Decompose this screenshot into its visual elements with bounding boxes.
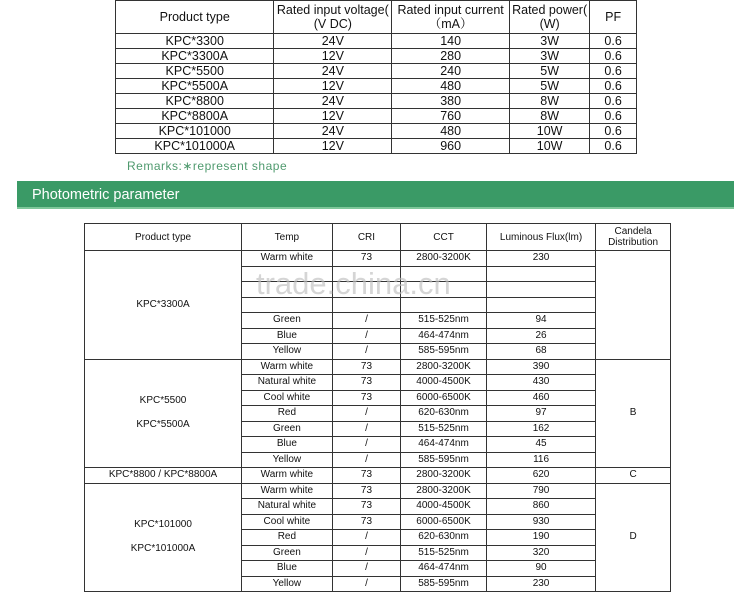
table-cell: 930 <box>486 514 595 530</box>
table-cell: / <box>332 328 400 344</box>
table-cell: 73 <box>332 483 400 499</box>
table-cell: 620-630nm <box>401 406 487 422</box>
table-cell: 12V <box>274 109 392 124</box>
electrical-table <box>115 0 637 154</box>
candela-distribution-cell: B <box>596 359 671 468</box>
table-cell: 230 <box>486 576 595 592</box>
table-cell: Cool white <box>242 514 333 530</box>
table-cell: 515-525nm <box>401 421 487 437</box>
table-cell <box>486 282 595 298</box>
table-cell: / <box>332 545 400 561</box>
table-cell: 73 <box>332 514 400 530</box>
table-cell: 190 <box>486 530 595 546</box>
column-header: Candela Distribution <box>596 224 671 251</box>
table-cell: 12V <box>274 139 392 154</box>
table-cell: 26 <box>486 328 595 344</box>
table-cell: KPC*8800A <box>116 109 274 124</box>
table-cell: 73 <box>332 359 400 375</box>
table-cell: 860 <box>486 499 595 515</box>
table-cell: / <box>332 452 400 468</box>
table-cell: 12V <box>274 79 392 94</box>
table-row <box>116 139 637 154</box>
column-header: CRI <box>332 224 400 251</box>
table-cell: / <box>332 313 400 329</box>
table-cell: KPC*3300A <box>116 49 274 64</box>
table-cell: 585-595nm <box>401 576 487 592</box>
table-row <box>85 468 671 484</box>
table-cell: / <box>332 561 400 577</box>
remarks-note: Remarks:∗represent shape <box>127 159 288 173</box>
column-header: Rated input voltage( (V DC) <box>274 1 392 34</box>
table-cell: 6000-6500K <box>401 390 487 406</box>
table-cell: Natural white <box>242 499 333 515</box>
table-cell: 73 <box>332 390 400 406</box>
table-cell: 3W <box>510 49 590 64</box>
table-cell: Natural white <box>242 375 333 391</box>
table-cell: 0.6 <box>590 94 637 109</box>
table-cell: Blue <box>242 328 333 344</box>
table-cell: 380 <box>392 94 510 109</box>
table-cell: 585-595nm <box>401 344 487 360</box>
table-cell: 2800-3200K <box>401 251 487 267</box>
table-cell: 4000-4500K <box>401 499 487 515</box>
table-row <box>116 94 637 109</box>
table-cell: Warm white <box>242 359 333 375</box>
table-cell: 45 <box>486 437 595 453</box>
table-cell: 760 <box>392 109 510 124</box>
candela-distribution-cell: C <box>596 468 671 484</box>
table-row <box>85 359 671 375</box>
table-cell: Red <box>242 406 333 422</box>
table-cell: 0.6 <box>590 124 637 139</box>
table-cell: 24V <box>274 34 392 49</box>
candela-distribution-cell <box>596 251 671 360</box>
table-cell: Green <box>242 545 333 561</box>
table-cell: Blue <box>242 437 333 453</box>
table-cell: KPC*5500 <box>116 64 274 79</box>
table-cell: 116 <box>486 452 595 468</box>
column-header: CCT <box>401 224 487 251</box>
candela-distribution-cell: D <box>596 483 671 592</box>
table-cell: 240 <box>392 64 510 79</box>
table-cell: 960 <box>392 139 510 154</box>
table-cell <box>401 297 487 313</box>
section-title: Photometric parameter <box>32 187 180 203</box>
table-cell: / <box>332 421 400 437</box>
table-cell: 24V <box>274 124 392 139</box>
table-row <box>116 34 637 49</box>
table-cell: 515-525nm <box>401 313 487 329</box>
table-cell: 3W <box>510 34 590 49</box>
table-cell: 430 <box>486 375 595 391</box>
table-cell <box>242 266 333 282</box>
table-cell: / <box>332 530 400 546</box>
table-row <box>116 79 637 94</box>
table-cell <box>332 297 400 313</box>
table-cell: 162 <box>486 421 595 437</box>
table-cell: 5W <box>510 79 590 94</box>
table-cell: 68 <box>486 344 595 360</box>
table-cell: 0.6 <box>590 64 637 79</box>
table-cell: 12V <box>274 49 392 64</box>
table-cell: Yellow <box>242 576 333 592</box>
product-type-cell: KPC*101000 KPC*101000A <box>85 483 242 592</box>
table-cell: 280 <box>392 49 510 64</box>
table-cell: 10W <box>510 124 590 139</box>
table-cell: KPC*3300 <box>116 34 274 49</box>
table-cell: 5W <box>510 64 590 79</box>
table-cell: 790 <box>486 483 595 499</box>
table-row <box>85 251 671 267</box>
table-row <box>116 64 637 79</box>
table-cell: 2800-3200K <box>401 468 487 484</box>
table-cell <box>401 266 487 282</box>
column-header: Product type <box>85 224 242 251</box>
table-row <box>85 483 671 499</box>
table-cell: / <box>332 344 400 360</box>
table-cell: 230 <box>486 251 595 267</box>
table-row <box>116 49 637 64</box>
table-cell: 464-474nm <box>401 328 487 344</box>
table-cell: 2800-3200K <box>401 359 487 375</box>
table-cell <box>486 266 595 282</box>
table-cell: 73 <box>332 499 400 515</box>
table-cell: KPC*101000A <box>116 139 274 154</box>
column-header: Temp <box>242 224 333 251</box>
table-cell: 24V <box>274 64 392 79</box>
table-cell: 464-474nm <box>401 437 487 453</box>
section-banner <box>17 181 734 209</box>
table-cell: 585-595nm <box>401 452 487 468</box>
table-cell: Warm white <box>242 468 333 484</box>
table-cell: Red <box>242 530 333 546</box>
table-header-row <box>85 224 671 251</box>
table-cell: 0.6 <box>590 49 637 64</box>
table-cell: 94 <box>486 313 595 329</box>
table-cell: 8W <box>510 94 590 109</box>
table-cell: 8W <box>510 109 590 124</box>
table-cell: 0.6 <box>590 109 637 124</box>
column-header: Product type <box>116 1 274 34</box>
table-cell: 320 <box>486 545 595 561</box>
table-cell: Cool white <box>242 390 333 406</box>
table-cell: 620 <box>486 468 595 484</box>
watermark: trade.china.cn <box>256 266 451 301</box>
column-header: Rated input current（mA） <box>392 1 510 34</box>
table-cell: / <box>332 437 400 453</box>
table-cell: 2800-3200K <box>401 483 487 499</box>
table-row <box>116 109 637 124</box>
table-cell: 73 <box>332 375 400 391</box>
table-cell <box>242 297 333 313</box>
table-cell: 73 <box>332 468 400 484</box>
table-cell: Blue <box>242 561 333 577</box>
table-cell: 0.6 <box>590 34 637 49</box>
product-type-cell: KPC*3300A <box>85 251 242 360</box>
table-cell: 515-525nm <box>401 545 487 561</box>
table-cell: 390 <box>486 359 595 375</box>
table-cell: / <box>332 406 400 422</box>
table-cell: 6000-6500K <box>401 514 487 530</box>
table-cell: / <box>332 576 400 592</box>
table-cell: Warm white <box>242 251 333 267</box>
table-cell: 460 <box>486 390 595 406</box>
table-row <box>116 124 637 139</box>
table-cell: Yellow <box>242 344 333 360</box>
table-cell: Warm white <box>242 483 333 499</box>
table-header-row <box>116 1 637 34</box>
table-cell: KPC*101000 <box>116 124 274 139</box>
table-cell: 140 <box>392 34 510 49</box>
table-cell: 620-630nm <box>401 530 487 546</box>
table-cell: Green <box>242 421 333 437</box>
table-cell: 97 <box>486 406 595 422</box>
table-cell: 4000-4500K <box>401 375 487 391</box>
column-header: PF <box>590 1 637 34</box>
table-cell: 73 <box>332 251 400 267</box>
table-cell: 0.6 <box>590 139 637 154</box>
table-cell <box>486 297 595 313</box>
table-cell <box>332 282 400 298</box>
table-cell: KPC*5500A <box>116 79 274 94</box>
product-type-cell: KPC*5500 KPC*5500A <box>85 359 242 468</box>
column-header: Luminous Flux(lm) <box>486 224 595 251</box>
table-cell: 0.6 <box>590 79 637 94</box>
table-cell: 10W <box>510 139 590 154</box>
table-cell: 480 <box>392 79 510 94</box>
table-cell: 464-474nm <box>401 561 487 577</box>
table-cell <box>401 282 487 298</box>
table-cell: Green <box>242 313 333 329</box>
table-cell: 90 <box>486 561 595 577</box>
photometric-table <box>84 223 671 592</box>
table-cell: 24V <box>274 94 392 109</box>
table-cell <box>332 266 400 282</box>
table-cell: KPC*8800 <box>116 94 274 109</box>
product-type-cell: KPC*8800 / KPC*8800A <box>85 468 242 484</box>
table-cell: Yellow <box>242 452 333 468</box>
column-header: Rated power( (W) <box>510 1 590 34</box>
table-cell: 480 <box>392 124 510 139</box>
table-cell <box>242 282 333 298</box>
